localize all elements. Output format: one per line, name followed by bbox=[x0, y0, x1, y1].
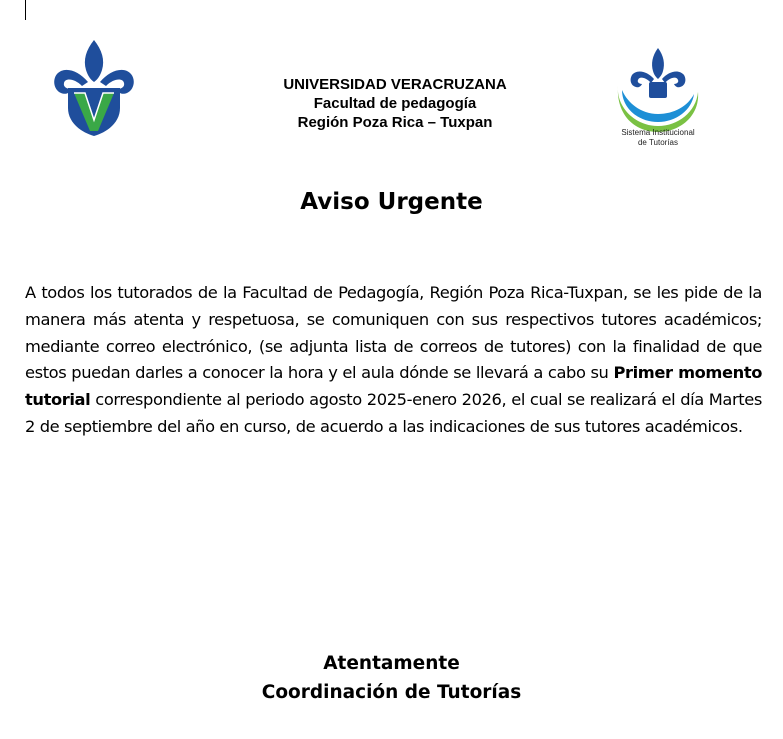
body-text-part1: A todos los tutorados de la Facultad de Pedagogía, Región Poza Rica-Tuxpan, se les pide de la manera más atenta y respetuosa, se comuniquen con sus respectivos tutores académicos; mediante correo electrónico, (se adjunta lista de correos de tutores) con la finalidad de que estos puedan darles a conocer la hora y el aula dónde se llevará a cabo su bbox=[25, 283, 762, 383]
right-logo-caption-line1: Sistema Institucional bbox=[621, 128, 695, 137]
body-text-part2: correspondiente al periodo agosto 2025-enero 2026, el cual se realizará el día Martes 2 de septiembre del año en curso, de acuerdo a las indicaciones de sus tutores académicos. bbox=[25, 390, 762, 436]
text-cursor bbox=[25, 0, 26, 20]
closing-signature bbox=[0, 649, 783, 707]
closing-line1: Atentamente bbox=[323, 653, 460, 674]
closing-line2: Coordinación de Tutorías bbox=[261, 682, 522, 703]
document-header bbox=[200, 75, 590, 132]
university-name: UNIVERSIDAD VERACRUZANA bbox=[283, 76, 507, 93]
region-name: Región Poza Rica – Tuxpan bbox=[297, 114, 493, 131]
right-logo-caption bbox=[604, 128, 712, 148]
universidad-veracruzana-logo-icon bbox=[52, 38, 136, 138]
notice-body-paragraph bbox=[25, 280, 762, 441]
right-logo-caption-line2: de Tutorías bbox=[637, 138, 679, 147]
body-text-bold: Primer momento tutorial bbox=[25, 363, 762, 410]
notice-title: Aviso Urgente bbox=[300, 189, 483, 215]
faculty-name: Facultad de pedagogía bbox=[313, 95, 477, 112]
